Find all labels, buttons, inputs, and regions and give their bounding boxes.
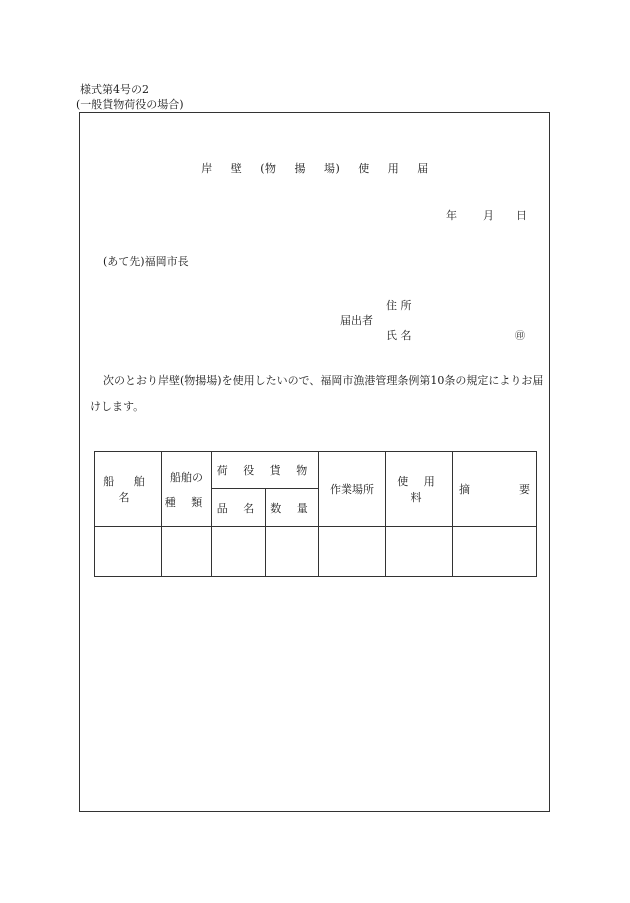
seal-mark: ㊞ (515, 331, 525, 342)
usage-fee-header: 使 用 料 (386, 452, 453, 527)
remarks-char-1: 摘 (459, 483, 470, 496)
ship-name-header: 船 舶 名 (95, 452, 162, 527)
title-part: 壁 (230, 162, 243, 175)
cargo-table (94, 451, 537, 577)
item-name-cell[interactable] (212, 527, 266, 577)
ship-type-cell[interactable] (162, 527, 212, 577)
ship-name-cell[interactable] (95, 527, 162, 577)
work-place-header: 作業場所 (319, 452, 386, 527)
quantity-header: 数 量 (266, 489, 319, 527)
usage-fee-cell[interactable] (386, 527, 453, 577)
title-part: 揚 (294, 162, 306, 175)
name-label: 氏 名 (386, 329, 412, 342)
ship-type-line2: 種 類 (164, 495, 209, 509)
remarks-cell[interactable] (453, 527, 537, 577)
title-part: (物 (260, 162, 277, 175)
form-subtitle: (一般貨物荷役の場合) (76, 98, 184, 111)
work-place-cell[interactable] (319, 527, 386, 577)
title-part: 岸 (201, 162, 213, 175)
title-part: 用 (387, 162, 400, 175)
title-part: 場) (324, 162, 341, 175)
address-label: 住 所 (386, 299, 412, 312)
date-year: 年 (446, 209, 457, 222)
submitter-label: 届出者 (340, 314, 373, 327)
date-day: 日 (516, 209, 527, 222)
cargo-group-header: 荷 役 貨 物 (212, 452, 319, 489)
remarks-char-2: 要 (519, 483, 530, 496)
addressee: (あて先)福岡市長 (103, 255, 189, 268)
ship-type-line1: 船舶の (170, 470, 203, 484)
title-part: 届 (417, 162, 429, 175)
item-name-header: 品 名 (212, 489, 266, 527)
remarks-header (453, 452, 537, 527)
quantity-cell[interactable] (266, 527, 319, 577)
date-month: 月 (483, 209, 494, 222)
document-title (0, 160, 630, 176)
title-part: 使 (358, 162, 370, 175)
ship-type-header (162, 452, 212, 527)
body-text: 次のとおり岸壁(物揚場)を使用したいので、福岡市漁港管理条例第10条の規定によりお届けします。 (90, 374, 544, 413)
form-number: 様式第4号の2 (80, 83, 149, 96)
